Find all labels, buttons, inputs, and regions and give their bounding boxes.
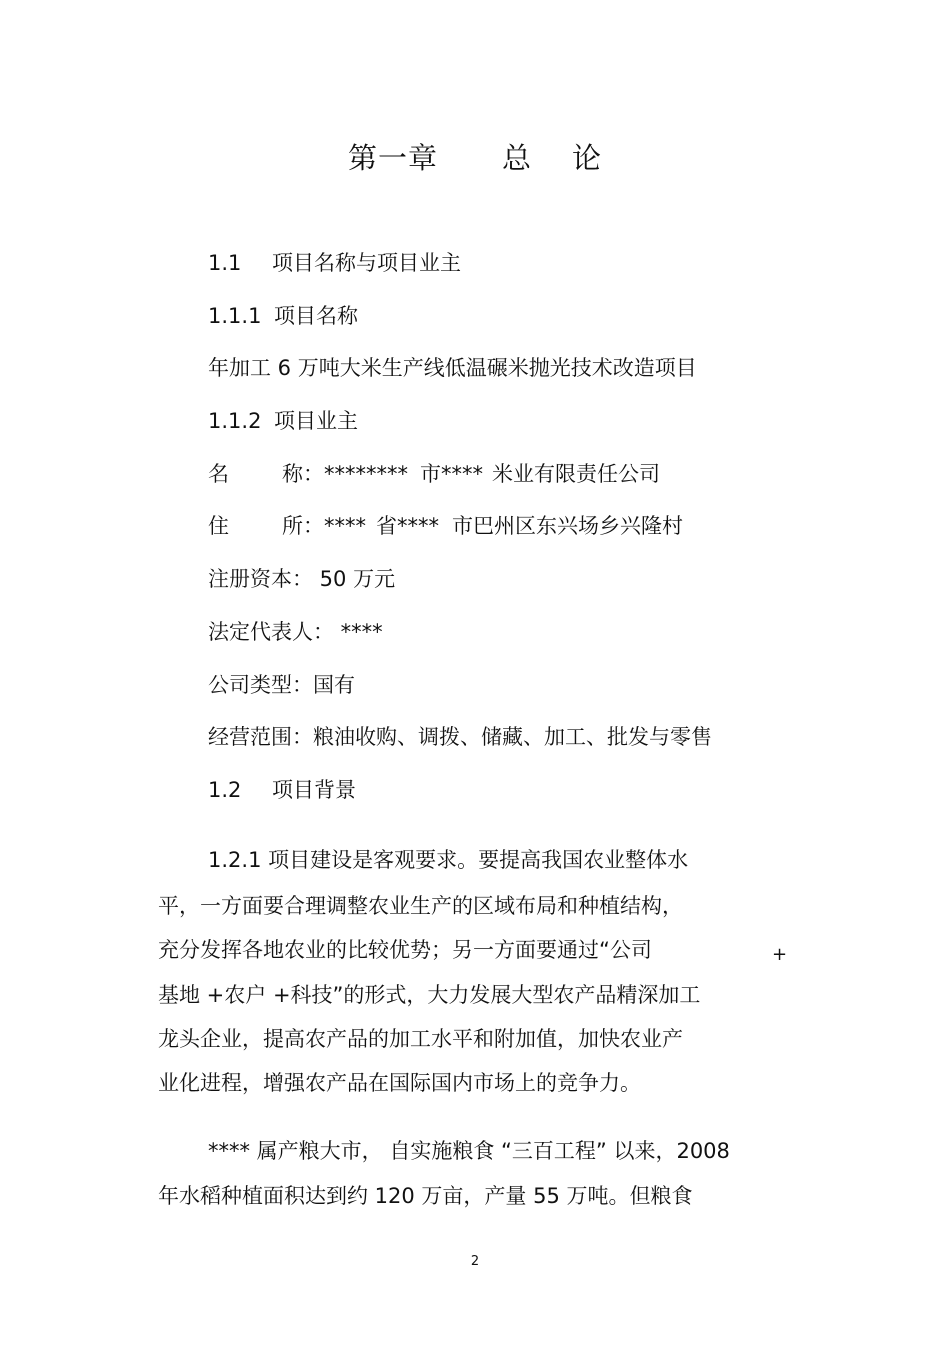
field-value: 市**** (420, 462, 483, 486)
section-title: 项目名称 (274, 304, 358, 328)
owner-address-row (208, 511, 683, 541)
paragraph-line: 平，一方面要合理调整农业生产的区域布局和种植结构， (158, 894, 683, 918)
paragraph-line: 业化进程，增强农产品在国际国内市场上的竞争力。 (158, 1071, 641, 1095)
section-number: 1.2 (208, 778, 242, 802)
field-label-char: 名 (208, 462, 229, 486)
paragraph-line: **** 属产粮大市， 自实施粮食 “三百工程” 以来，2008 (208, 1139, 730, 1163)
section-heading-1-1-2 (208, 406, 358, 436)
field-value: 市巴州区东兴场乡兴隆村 (452, 514, 683, 538)
field-label-char: 称： (282, 462, 324, 486)
section-heading-1-1 (208, 248, 461, 278)
company-type: 公司类型：国有 (208, 673, 355, 697)
section-heading-1-2 (208, 775, 356, 805)
field-value: **** (324, 514, 366, 538)
field-value: ******** (324, 462, 408, 486)
field-label-char: 所： (282, 514, 324, 538)
project-name: 年加工 6 万吨大米生产线低温碾米抛光技术改造项目 (208, 356, 697, 380)
paragraph-line: 龙头企业，提高农产品的加工水平和附加值，加快农业产 (158, 1027, 683, 1051)
business-scope: 经营范围：粮油收购、调拨、储藏、加工、批发与零售 (208, 725, 712, 749)
plus-sign: + (772, 944, 788, 965)
chapter-label: 第一章 (347, 141, 438, 175)
section-title: 项目业主 (274, 409, 358, 433)
page-number: 2 (470, 1254, 480, 1269)
chapter-title-char-1: 总 (501, 141, 532, 175)
section-number: 1.1.2 (208, 409, 262, 433)
paragraph-line: 1.2.1 项目建设是客观要求。要提高我国农业整体水 (208, 848, 689, 872)
section-title: 项目名称与项目业主 (272, 251, 461, 275)
paragraph-line: 年水稻种植面积达到约 120 万亩，产量 55 万吨。但粮食 (158, 1184, 693, 1208)
owner-name-row (208, 459, 660, 489)
section-number: 1.1 (208, 251, 242, 275)
registered-capital: 注册资本： 50 万元 (208, 567, 396, 591)
section-number: 1.1.1 (208, 304, 262, 328)
field-label-char: 住 (208, 514, 229, 538)
field-value: 米业有限责任公司 (492, 462, 660, 486)
chapter-heading (0, 136, 950, 177)
field-value: 省**** (376, 514, 439, 538)
paragraph-line: 基地 +农户 +科技”的形式，大力发展大型农产品精深加工 (158, 983, 701, 1007)
section-heading-1-1-1 (208, 301, 358, 331)
paragraph-line: 充分发挥各地农业的比较优势；另一方面要通过“公司 (158, 938, 652, 962)
legal-representative: 法定代表人： **** (208, 620, 383, 644)
chapter-title-char-2: 论 (572, 141, 603, 175)
section-title: 项目背景 (272, 778, 356, 802)
